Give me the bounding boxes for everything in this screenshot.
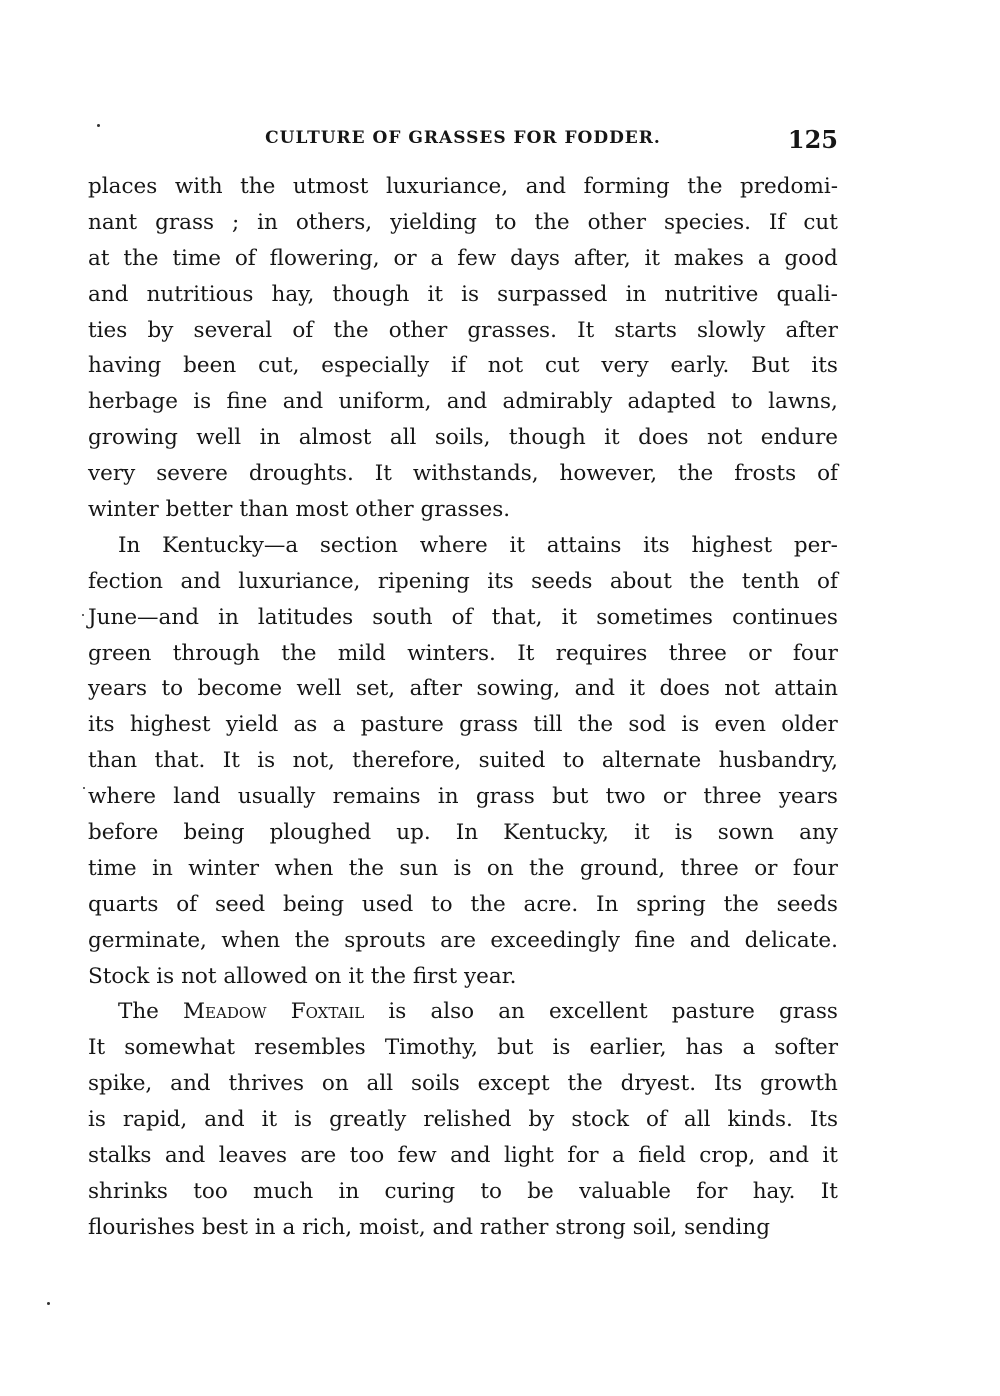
text-line: It somewhat resembles Timothy, but is earlier, has a softer — [88, 1035, 838, 1061]
text-line: In Kentucky—a section where it attains its highest per- — [118, 532, 838, 558]
text-line: green through the mild winters. It requires three or four — [88, 640, 838, 666]
text-line: June—and in latitudes south of that, it sometimes continues — [88, 604, 838, 630]
text-line: at the time of flowering, or a few days after, it makes a good — [88, 245, 838, 271]
text-line: ties by several of the other grasses. It starts slowly after — [88, 317, 838, 343]
text-line: spike, and thrives on all soils except the dryest. Its growth — [88, 1071, 838, 1097]
ink-speck — [97, 124, 100, 127]
text-line: shrinks too much in curing to be valuable for hay. It — [88, 1178, 838, 1204]
text-line: nant grass ; in others, yielding to the other species. If cut — [88, 209, 838, 235]
text-line: having been cut, especially if not cut very early. But its — [88, 353, 838, 379]
text-line: fection and luxuriance, ripening its seeds about the tenth of — [88, 568, 838, 594]
text-line: germinate, when the sprouts are exceedingly fine and delicate. — [88, 927, 838, 953]
text-line: winter better than most other grasses. — [88, 497, 511, 523]
text-line: growing well in almost all soils, though it does not endure — [88, 425, 838, 451]
text-line: than that. It is not, therefore, suited to alternate husbandry, — [88, 748, 838, 774]
text-line: herbage is fine and uniform, and admirably adapted to lawns, — [88, 389, 838, 415]
text-line: The Meadow Foxtail is also an excellent pasture grass — [118, 999, 838, 1025]
running-title: CULTURE OF GRASSES FOR FODDER. — [265, 128, 661, 148]
text-line: flourishes best in a rich, moist, and rather strong soil, sending — [88, 1214, 771, 1240]
text-line: places with the utmost luxuriance, and forming the predomi- — [88, 174, 838, 199]
text-line: time in winter when the sun is on the ground, three or four — [88, 855, 838, 881]
text-line: Stock is not allowed on it the first year. — [88, 963, 517, 989]
ink-speck — [82, 614, 84, 616]
text-line: stalks and leaves are too few and light for a field crop, and it — [88, 1143, 838, 1169]
ink-speck — [83, 787, 85, 789]
text-line: before being ploughed up. In Kentucky, it is sown any — [88, 820, 838, 846]
text-line: is rapid, and it is greatly relished by stock of all kinds. Its — [88, 1107, 838, 1133]
text-line: its highest yield as a pasture grass till the sod is even older — [88, 712, 838, 738]
text-line: very severe droughts. It withstands, however, the frosts of — [88, 461, 838, 487]
text-line: years to become well set, after sowing, and it does not attain — [88, 676, 838, 702]
text-body — [88, 169, 838, 1246]
text-line: where land usually remains in grass but two or three years — [88, 784, 838, 810]
page-number: 125 — [787, 125, 838, 154]
ink-speck — [47, 1302, 50, 1305]
text-line: quarts of seed being used to the acre. In spring the seeds — [88, 891, 838, 917]
running-head — [88, 125, 838, 158]
text-line: and nutritious hay, though it is surpassed in nutritive quali- — [88, 281, 838, 307]
